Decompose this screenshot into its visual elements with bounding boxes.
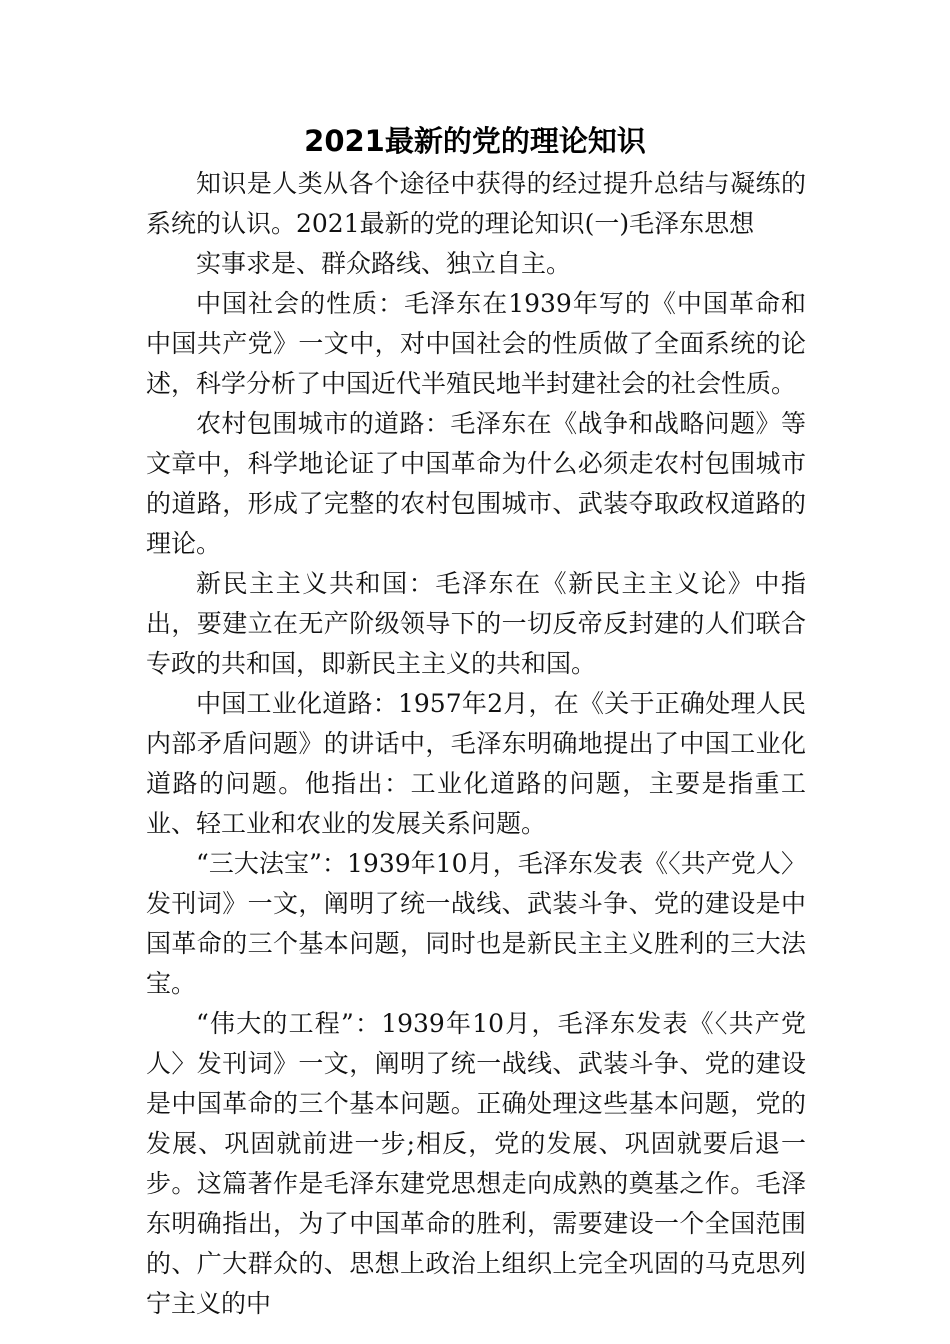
paragraph-great-project: “伟大的工程”：1939年10月，毛泽东发表《〈共产党人〉发刊词》一文，阐明了统一战线、武装斗争、党的建设是中国革命的三个基本问题。正确处理这些基本问题，党的发展、巩固就前进一步;相反，党的发展、巩固就要后退一步。这篇著作是毛泽东建党思想走向成熟的奠基之作。毛泽东明确指出，为了中国革命的胜利，需要建设一个全国范围的、广大群众的、思想上政治上组织上完全巩固的马克思列宁主义的中: [146, 1009, 806, 1318]
paragraph-intro: 知识是人类从各个途径中获得的经过提升总结与凝练的系统的认识。2021最新的党的理论知识(一)毛泽东思想: [146, 169, 806, 238]
paragraph-new-democratic-republic: 新民主主义共和国：毛泽东在《新民主主义论》中指出，要建立在无产阶级领导下的一切反帝反封建的人们联合专政的共和国，即新民主主义的共和国。: [146, 569, 806, 678]
document-body: [146, 164, 806, 1324]
paragraph-industrialization: 中国工业化道路：1957年2月，在《关于正确处理人民内部矛盾问题》的讲话中，毛泽东明确地提出了中国工业化道路的问题。他指出：工业化道路的问题，主要是指重工业、轻工业和农业的发展关系问题。: [146, 689, 806, 838]
paragraph-principles: 实事求是、群众路线、独立自主。: [196, 249, 572, 278]
paragraph-three-magic-weapons: “三大法宝”：1939年10月，毛泽东发表《〈共产党人〉发刊词》一文，阐明了统一战线、武装斗争、党的建设是中国革命的三个基本问题，同时也是新民主主义胜利的三大法宝。: [146, 849, 806, 998]
paragraph-rural-encirclement: 农村包围城市的道路：毛泽东在《战争和战略问题》等文章中，科学地论证了中国革命为什么必须走农村包围城市的道路，形成了完整的农村包围城市、武装夺取政权道路的理论。: [146, 409, 806, 558]
paragraph-social-nature: 中国社会的性质：毛泽东在1939年写的《中国革命和中国共产党》一文中，对中国社会的性质做了全面系统的论述，科学分析了中国近代半殖民地半封建社会的社会性质。: [146, 289, 806, 398]
document-title: 2021最新的党的理论知识: [304, 124, 646, 158]
